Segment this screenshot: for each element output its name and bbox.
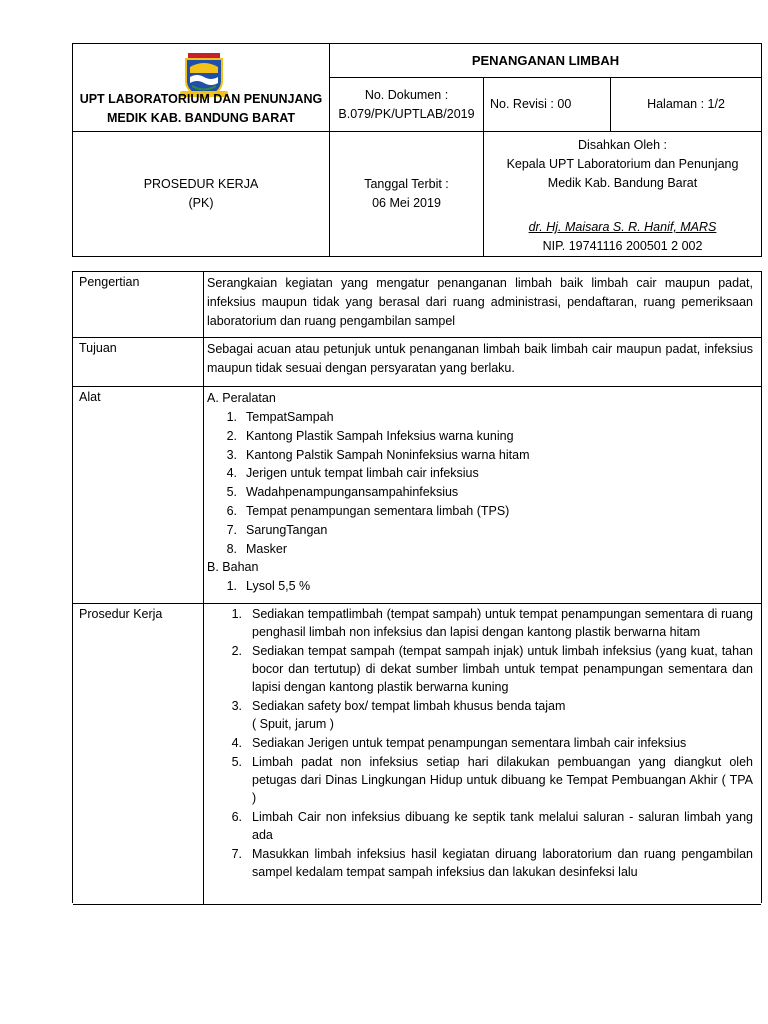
peralatan-list <box>207 408 753 558</box>
procedure-step <box>218 605 753 641</box>
list-item-text: Jerigen untuk tempat limbah cair infeksius <box>246 466 479 481</box>
list-number: 1. <box>226 410 237 424</box>
procedure-step <box>218 845 753 881</box>
procedure-step <box>218 753 753 807</box>
list-item <box>207 483 753 502</box>
alat-label: Alat <box>79 390 101 404</box>
procedure-step <box>218 642 753 696</box>
pengertian-label: Pengertian <box>79 275 140 289</box>
list-number: 6. <box>226 503 237 518</box>
list-number: 8. <box>226 541 237 556</box>
issued-label: Tanggal Terbit : <box>364 177 449 191</box>
list-item-text: SarungTangan <box>246 522 328 537</box>
bahan-heading: B. Bahan <box>207 560 259 575</box>
list-item-text: Lysol 5,5 % <box>246 579 311 594</box>
prosedur-label: Prosedur Kerja <box>79 607 163 621</box>
row-tujuan <box>73 338 761 387</box>
list-number: 2. <box>226 428 237 443</box>
step-text: Sediakan Jerigen untuk tempat penampungan sementara limbah cair infeksius <box>252 736 687 750</box>
page-number: Halaman : 1/2 <box>647 97 725 111</box>
signer-name: dr. Hj. Maisara S. R. Hanif, MARS <box>528 220 717 234</box>
list-item <box>207 446 753 465</box>
step-number: 7. <box>231 847 242 861</box>
list-item <box>207 464 753 483</box>
signer-block <box>484 218 761 256</box>
list-item-text: Kantong Palstik Sampah Noninfeksius warna hitam <box>246 447 530 462</box>
tujuan-label: Tujuan <box>79 341 117 355</box>
list-number: 3. <box>226 447 237 462</box>
list-number: 7. <box>226 522 237 537</box>
approved-label: Disahkan Oleh : <box>578 138 667 152</box>
step-text: Sediakan safety box/ tempat limbah khusus benda tajam <box>252 699 566 713</box>
revision-number: No. Revisi : 00 <box>490 97 572 111</box>
pengertian-text: Serangkaian kegiatan yang mengatur penanganan limbah baik limbah cair maupun padat, infeksius maupun tidak yang berasal dari ruang administrasi, pendaftaran, ruang pemeriksaan laboratorium dan ruang pengambilan sampel <box>207 276 753 328</box>
row-alat <box>73 387 761 604</box>
list-item-text: Tempat penampungan sementara limbah (TPS) <box>246 503 510 518</box>
step-number: 3. <box>231 699 242 713</box>
step-text: Limbah padat non infeksius setiap hari dilakukan pembuangan yang diangkut oleh petugas dari Dinas Lingkungan Hidup untuk dibuang ke Tempat Pembuangan Akhir ( TPA ) <box>252 755 753 805</box>
list-item <box>207 502 753 521</box>
document-header <box>72 43 762 257</box>
doc-type-line-2: (PK) <box>188 196 214 210</box>
list-item-text: Wadahpenampungansampahinfeksius <box>246 485 459 500</box>
doc-type-line-1: PROSEDUR KERJA <box>143 177 259 191</box>
list-item-text: TempatSampah <box>246 410 334 424</box>
procedure-step <box>218 697 753 733</box>
list-number: 4. <box>226 466 237 481</box>
approval-block <box>484 136 761 196</box>
issue-date <box>330 132 483 256</box>
document-type <box>73 132 329 256</box>
peralatan-heading: A. Peralatan <box>207 391 276 405</box>
procedure-step <box>218 734 753 752</box>
list-item <box>207 427 753 446</box>
list-item <box>207 540 753 559</box>
procedure-table <box>72 271 762 903</box>
list-item <box>207 408 753 427</box>
step-text: Sediakan tempatlimbah (tempat sampah) untuk tempat penampungan sementara di ruang penghasil limbah non infeksius dan lapisi dengan kantong plastik berwarna hitam <box>252 607 753 639</box>
prosedur-content <box>218 605 753 882</box>
row-prosedur <box>73 604 761 905</box>
signer-nip: NIP. 19741116 200501 2 002 <box>542 239 703 253</box>
list-item-text: Kantong Plastik Sampah Infeksius warna kuning <box>246 428 514 443</box>
step-number: 6. <box>231 810 242 824</box>
organization-name <box>73 89 329 129</box>
tujuan-text: Sebagai acuan atau petunjuk untuk penanganan limbah baik limbah cair maupun padat, infeksius maupun tidak sesuai dengan persyaratan yang berlaku. <box>207 342 753 375</box>
document-title: PENANGANAN LIMBAH <box>471 53 620 68</box>
alat-content <box>207 389 753 596</box>
list-number: 5. <box>226 485 237 500</box>
org-line-1: UPT LABORATORIUM DAN PENUNJANG <box>79 92 323 106</box>
procedure-step <box>218 808 753 844</box>
step-number: 5. <box>231 755 242 769</box>
approved-line-2: Medik Kab. Bandung Barat <box>547 176 698 190</box>
list-item <box>207 521 753 540</box>
step-number: 2. <box>231 644 242 658</box>
step-3-extra: ( Spuit, jarum ) <box>252 717 334 731</box>
doc-no-label: No. Dokumen : <box>364 87 449 102</box>
step-text: Sediakan tempat sampah (tempat sampah injak) untuk limbah infeksius (yang kuat, tahan bocor dan tertutup) di dekat sumber limbah untuk tempat penampungan sementara dan lapisi dengan kantong plastik berwarna kuning <box>252 644 753 694</box>
step-text: Masukkan limbah infeksius hasil kegiatan diruang laboratorium dan ruang pengambilan sampel kedalam tempat sampah infeksius dan lakukan desinfeksi lalu <box>252 847 753 879</box>
list-item-text: Masker <box>246 541 287 556</box>
list-item <box>207 577 753 596</box>
approved-line-1: Kepala UPT Laboratorium dan Penunjang <box>506 157 739 171</box>
row-pengertian <box>73 272 761 338</box>
step-text: Limbah Cair non infeksius dibuang ke septik tank melalui saluran - saluran limbah yang ada <box>252 810 753 842</box>
list-number: 1. <box>226 579 237 594</box>
step-number: 1. <box>231 607 242 621</box>
doc-no-value: B.079/PK/UPTLAB/2019 <box>338 106 475 121</box>
document-number <box>330 78 483 131</box>
step-number: 4. <box>231 736 242 750</box>
prosedur-steps <box>218 605 753 881</box>
bahan-list <box>207 577 753 596</box>
issued-value: 06 Mei 2019 <box>372 196 441 210</box>
org-line-2: MEDIK KAB. BANDUNG BARAT <box>107 111 295 125</box>
